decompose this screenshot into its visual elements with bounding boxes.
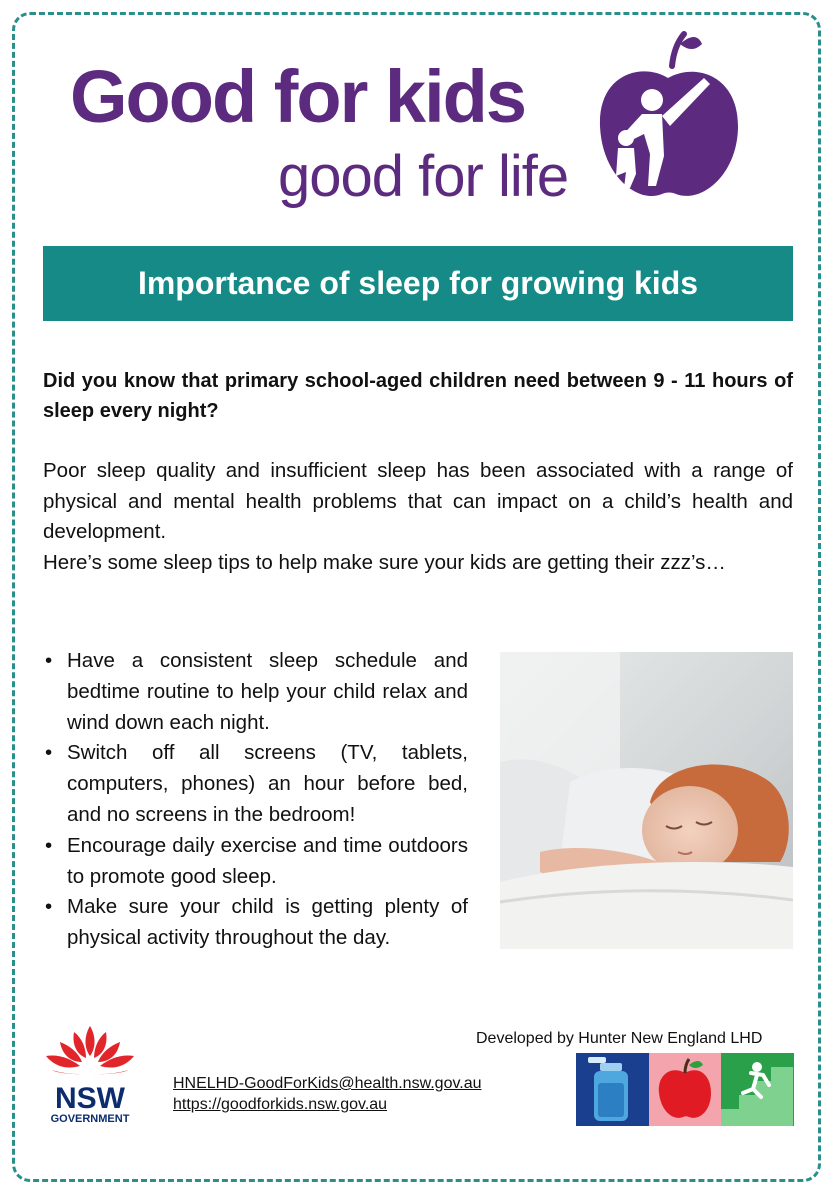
brand-wordmark [70, 55, 590, 210]
nsw-logo-text: NSW [55, 1082, 125, 1115]
list-item [43, 831, 468, 893]
contact-links [173, 1073, 482, 1115]
tip-text: Switch off all screens (TV, tablets, computers, phones) an hour before bed, and no screens in the bedroom! [67, 741, 468, 826]
intro-paragraph-2: Here’s some sleep tips to help make sure your kids are getting their zzz’s… [43, 550, 726, 574]
brand-tagline: good for life [278, 144, 569, 209]
apple-tile [649, 1053, 722, 1126]
water-bottle-tile [576, 1053, 649, 1126]
bullet-icon: • [45, 895, 53, 919]
page-banner: Importance of sleep for growing kids [43, 246, 793, 321]
intro-paragraph-1: Poor sleep quality and insufficient sleep has been associated with a range of physical and mental health problems that can impact on a child’s health and development. [43, 459, 793, 543]
stairs-runner-tile [721, 1053, 794, 1126]
apple-icon [649, 1053, 721, 1126]
icon-tiles [576, 1053, 794, 1126]
tip-text: Have a consistent sleep schedule and bedtime routine to help your child relax and wind down each night. [67, 649, 468, 734]
email-link[interactable]: HNELHD-GoodForKids@health.nsw.gov.au [173, 1075, 482, 1092]
intro-question: Did you know that primary school-aged children need between 9 - 11 hours of sleep every night? [43, 370, 793, 422]
water-bottle-icon [576, 1053, 648, 1126]
list-item [43, 646, 468, 738]
tip-text: Make sure your child is getting plenty of physical activity throughout the day. [67, 895, 468, 950]
website-link[interactable]: https://goodforkids.nsw.gov.au [173, 1096, 388, 1113]
sleep-tips-list [43, 646, 468, 954]
apple-family-icon [592, 26, 744, 206]
bullet-icon: • [45, 649, 53, 672]
nsw-logo-subtext: GOVERNMENT [50, 1113, 130, 1125]
list-item [43, 892, 468, 954]
developed-by: Developed by Hunter New England LHD [476, 1030, 763, 1047]
stairs-runner-icon [721, 1053, 793, 1126]
intro-text [43, 456, 793, 578]
list-item [43, 738, 468, 830]
nsw-government-logo [40, 1022, 140, 1127]
tip-text: Encourage daily exercise and time outdoors to promote good sleep. [67, 833, 468, 888]
brand-title: Good for kids [70, 55, 525, 138]
bullet-icon: • [45, 833, 53, 857]
bullet-icon: • [45, 741, 53, 765]
sleeping-child-photo [500, 652, 793, 949]
